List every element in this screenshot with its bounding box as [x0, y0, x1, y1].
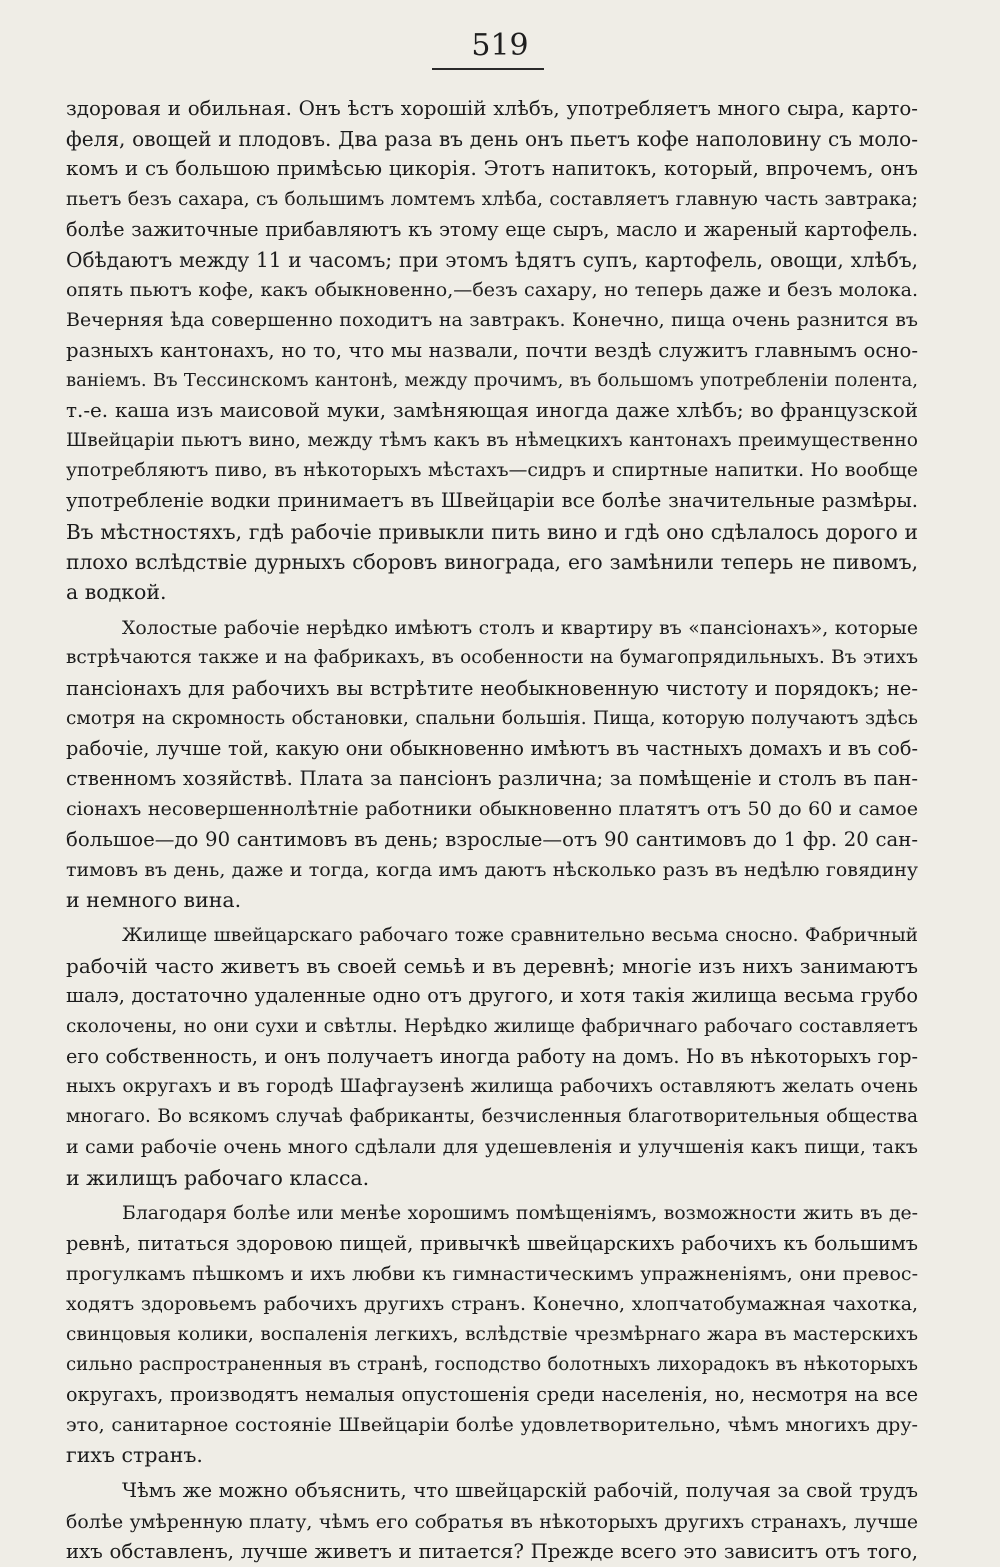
- text-line: Обѣдаютъ между 11 и часомъ; при этомъ ѣдятъ супъ, картофель, овощи, хлѣбъ,: [66, 247, 918, 272]
- text-line: и немного вина.: [66, 887, 242, 912]
- text-line: смотря на скромность обстановки, спальни большія. Пища, которую получаютъ здѣсь: [66, 707, 918, 729]
- text-line: гихъ странъ.: [66, 1443, 203, 1468]
- text-line: ихъ обставленъ, лучше живетъ и питается? Прежде всего это зависитъ отъ того,: [66, 1539, 918, 1563]
- text-line: большое—до 90 сантимовъ въ день; взрослые—отъ 90 сантимовъ до 1 фр. 20 сан-: [66, 827, 918, 851]
- text-line: многаго. Во всякомъ случаѣ фабриканты, безчисленныя благотворительныя общества: [66, 1106, 918, 1128]
- text-line: комъ и съ большою примѣсью цикорія. Этотъ напитокъ, который, впрочемъ, онъ: [66, 157, 918, 181]
- text-line: пансіонахъ для рабочихъ вы встрѣтите необыкновенную чистоту и порядокъ; не-: [66, 676, 918, 700]
- text-line: разныхъ кантонахъ, но то, что мы назвали, почти вездѣ служитъ главнымъ осно-: [66, 338, 918, 362]
- text-line: это, санитарное состояніе Швейцаріи болѣе удовлетворительно, чѣмъ многихъ дру-: [66, 1414, 918, 1437]
- text-line: ныхъ округахъ и въ городѣ Шафгаузенѣ жилища рабочихъ оставляютъ желать очень: [66, 1076, 918, 1097]
- text-line: и жилищъ рабочаго класса.: [66, 1165, 370, 1190]
- text-line: т.-е. каша изъ маисовой муки, замѣняющая иногда даже хлѣбъ; во французской: [66, 398, 918, 422]
- text-line: Швейцаріи пьютъ вино, между тѣмъ какъ въ нѣмецкихъ кантонахъ преимущественно: [66, 430, 918, 452]
- text-line: пьетъ безъ сахара, съ большимъ ломтемъ хлѣба, составляетъ главную часть завтрака;: [66, 188, 918, 210]
- text-line: Холостые рабочіе нерѣдко имѣютъ столъ и квартиру въ «пансіонахъ», которые: [122, 617, 918, 640]
- text-line: прогулкамъ пѣшкомъ и ихъ любви къ гимнастическимъ упражненіямъ, они превос-: [66, 1263, 918, 1286]
- text-line: сильно распространенныя въ странѣ, господство болотныхъ лихорадокъ въ нѣкоторыхъ: [66, 1353, 918, 1375]
- text-line: тимовъ въ день, даже и тогда, когда имъ даютъ нѣсколько разъ въ недѣлю говядину: [66, 858, 918, 881]
- text-line: ственномъ хозяйствѣ. Плата за пансіонъ различна; за помѣщеніе и столъ въ пан-: [66, 767, 918, 791]
- text-line: Жилище швейцарскаго рабочаго тоже сравнительно весьма сносно. Фабричный: [122, 925, 918, 947]
- text-line: свинцовыя колики, воспаленія легкихъ, вслѣдствіе чрезмѣрнаго жара въ мастерскихъ: [66, 1323, 918, 1345]
- page-number: 519: [471, 28, 529, 63]
- body-text: [66, 94, 918, 1567]
- text-line: рабочіе, лучше той, какую они обыкновенно имѣютъ въ частныхъ домахъ и въ соб-: [66, 736, 918, 760]
- text-line: шалэ, достаточно удаленные одно отъ другого, и хотя такія жилища весьма грубо: [66, 984, 918, 1008]
- page-number-rule: [432, 68, 544, 70]
- text-line: опять пьютъ кофе, какъ обыкновенно,—безъ сахару, но теперь даже и безъ молока.: [66, 279, 918, 302]
- text-line: феля, овощей и плодовъ. Два раза въ день онъ пьетъ кофе наполовину съ моло-: [66, 127, 918, 152]
- text-line: сіонахъ несовершеннолѣтніе работники обыкновенно платятъ отъ 50 до 60 и самое: [66, 797, 918, 821]
- text-line: употребляютъ пиво, въ нѣкоторыхъ мѣстахъ—сидръ и спиртные напитки. Но вообще: [66, 460, 918, 482]
- text-line: употребленіе водки принимаетъ въ Швейцаріи все болѣе значительные размѣры.: [66, 489, 918, 513]
- text-line: Въ мѣстностяхъ, гдѣ рабочіе привыкли пить вино и гдѣ оно сдѣлалось дорого и: [66, 519, 918, 544]
- text-line: ревнѣ, питаться здоровою пищей, привычкѣ швейцарскихъ рабочихъ къ большимъ: [66, 1231, 918, 1255]
- text-line: и сами рабочіе очень много сдѣлали для удешевленія и улучшенія какъ пищи, такъ: [66, 1136, 918, 1159]
- text-line: ваніемъ. Въ Тессинскомъ кантонѣ, между прочимъ, въ большомъ употребленіи полента,: [66, 369, 918, 391]
- text-line: Вечерняя ѣда совершенно походитъ на завтракъ. Конечно, пища очень разнится въ: [66, 309, 918, 332]
- text-line: а водкой.: [66, 580, 167, 604]
- text-line: его собственность, и онъ получаетъ иногда работу на домъ. Но въ нѣкоторыхъ гор-: [66, 1044, 918, 1068]
- text-line: Чѣмъ же можно объяснить, что швейцарскій рабочій, получая за свой трудъ: [122, 1479, 918, 1503]
- text-line: болѣе умѣренную плату, чѣмъ его собратья въ нѣкоторыхъ другихъ странахъ, лучше: [66, 1510, 918, 1533]
- text-line: болѣе зажиточные прибавляютъ къ этому еще сыръ, масло и жареный картофель.: [66, 217, 918, 241]
- text-line: Благодаря болѣе или менѣе хорошимъ помѣщеніямъ, возможности жить въ де-: [122, 1202, 918, 1224]
- text-line: ходятъ здоровьемъ рабочихъ другихъ странъ. Конечно, хлопчатобумажная чахотка,: [66, 1293, 918, 1316]
- text-line: рабочій часто живетъ въ своей семьѣ и въ деревнѣ; многіе изъ нихъ занимаютъ: [66, 954, 918, 979]
- text-line: округахъ, производятъ немалыя опустошенія среди населенія, но, несмотря на все: [66, 1382, 918, 1406]
- text-line: здоровая и обильная. Онъ ѣстъ хорошій хлѣбъ, употребляетъ много сыра, карто-: [66, 97, 918, 120]
- text-line: сколочены, но они сухи и свѣтлы. Нерѣдко жилище фабричнаго рабочаго составляетъ: [66, 1015, 918, 1037]
- text-line: встрѣчаются также и на фабрикахъ, въ особенности на бумагопрядильныхъ. Въ этихъ: [66, 647, 918, 669]
- text-line: плохо вслѣдствіе дурныхъ сборовъ винограда, его замѣнили теперь не пивомъ,: [66, 549, 918, 574]
